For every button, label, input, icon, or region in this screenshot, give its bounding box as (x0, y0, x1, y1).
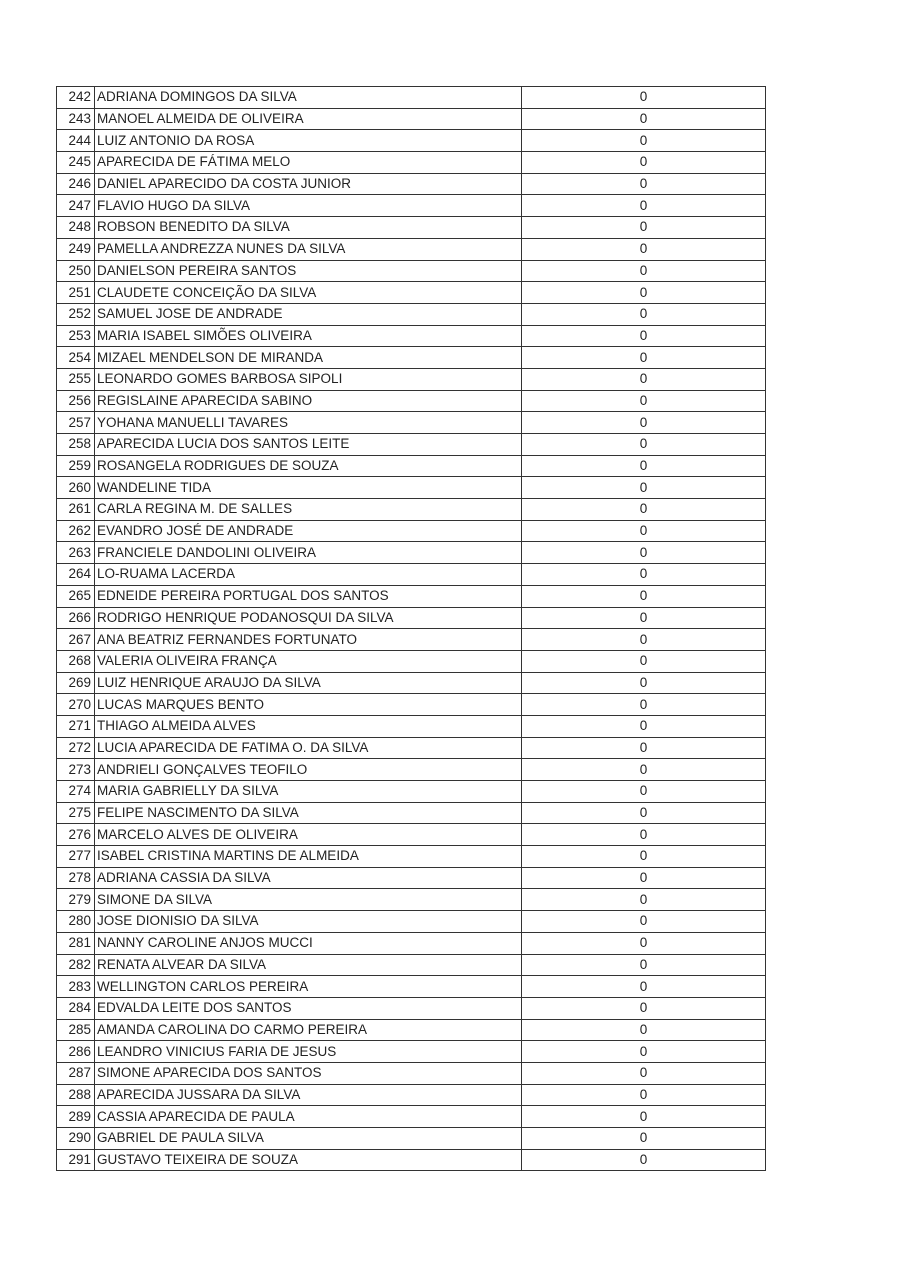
row-number: 260 (57, 477, 95, 499)
row-number: 246 (57, 173, 95, 195)
row-number: 270 (57, 694, 95, 716)
row-name: MARIA GABRIELLY DA SILVA (95, 781, 522, 803)
table-row (57, 282, 766, 304)
table-row (57, 1106, 766, 1128)
row-value: 0 (522, 217, 766, 239)
row-value: 0 (522, 152, 766, 174)
row-name: EDVALDA LEITE DOS SANTOS (95, 997, 522, 1019)
row-number: 273 (57, 759, 95, 781)
row-value: 0 (522, 325, 766, 347)
row-name: ISABEL CRISTINA MARTINS DE ALMEIDA (95, 846, 522, 868)
row-number: 286 (57, 1041, 95, 1063)
row-name: GABRIEL DE PAULA SILVA (95, 1128, 522, 1150)
row-number: 268 (57, 650, 95, 672)
row-name: FELIPE NASCIMENTO DA SILVA (95, 802, 522, 824)
table-row (57, 499, 766, 521)
table-row (57, 846, 766, 868)
row-number: 274 (57, 781, 95, 803)
table-row (57, 672, 766, 694)
row-value: 0 (522, 1084, 766, 1106)
row-value: 0 (522, 368, 766, 390)
row-name: JOSE DIONISIO DA SILVA (95, 911, 522, 933)
row-value: 0 (522, 499, 766, 521)
table-row (57, 1019, 766, 1041)
row-value: 0 (522, 694, 766, 716)
table-row (57, 802, 766, 824)
row-name: FLAVIO HUGO DA SILVA (95, 195, 522, 217)
row-value: 0 (522, 911, 766, 933)
row-number: 262 (57, 520, 95, 542)
row-value: 0 (522, 1106, 766, 1128)
table-row (57, 238, 766, 260)
row-number: 285 (57, 1019, 95, 1041)
row-value: 0 (522, 629, 766, 651)
row-number: 284 (57, 997, 95, 1019)
row-number: 282 (57, 954, 95, 976)
row-value: 0 (522, 390, 766, 412)
row-number: 257 (57, 412, 95, 434)
table-row (57, 434, 766, 456)
row-value: 0 (522, 87, 766, 109)
row-name: MARCELO ALVES DE OLIVEIRA (95, 824, 522, 846)
row-value: 0 (522, 238, 766, 260)
table-row (57, 455, 766, 477)
table-row (57, 1128, 766, 1150)
row-value: 0 (522, 1041, 766, 1063)
row-number: 278 (57, 867, 95, 889)
row-name: YOHANA MANUELLI TAVARES (95, 412, 522, 434)
table-row (57, 1062, 766, 1084)
row-name: FRANCIELE DANDOLINI OLIVEIRA (95, 542, 522, 564)
row-name: LUIZ HENRIQUE ARAUJO DA SILVA (95, 672, 522, 694)
row-number: 259 (57, 455, 95, 477)
row-number: 288 (57, 1084, 95, 1106)
row-value: 0 (522, 108, 766, 130)
table-row (57, 130, 766, 152)
row-value: 0 (522, 542, 766, 564)
table-row (57, 629, 766, 651)
table-row (57, 650, 766, 672)
row-number: 250 (57, 260, 95, 282)
row-number: 289 (57, 1106, 95, 1128)
row-value: 0 (522, 607, 766, 629)
row-name: APARECIDA DE FÁTIMA MELO (95, 152, 522, 174)
row-name: VALERIA OLIVEIRA FRANÇA (95, 650, 522, 672)
row-number: 252 (57, 303, 95, 325)
row-name: AMANDA CAROLINA DO CARMO PEREIRA (95, 1019, 522, 1041)
table-row (57, 520, 766, 542)
row-number: 245 (57, 152, 95, 174)
row-value: 0 (522, 1128, 766, 1150)
row-value: 0 (522, 1149, 766, 1171)
row-number: 264 (57, 564, 95, 586)
row-name: ADRIANA DOMINGOS DA SILVA (95, 87, 522, 109)
row-name: MARIA ISABEL SIMÕES OLIVEIRA (95, 325, 522, 347)
row-number: 251 (57, 282, 95, 304)
row-name: PAMELLA ANDREZZA NUNES DA SILVA (95, 238, 522, 260)
row-name: APARECIDA JUSSARA DA SILVA (95, 1084, 522, 1106)
row-number: 247 (57, 195, 95, 217)
row-number: 279 (57, 889, 95, 911)
table-row (57, 932, 766, 954)
row-number: 261 (57, 499, 95, 521)
row-value: 0 (522, 412, 766, 434)
row-value: 0 (522, 650, 766, 672)
row-value: 0 (522, 173, 766, 195)
row-name: WELLINGTON CARLOS PEREIRA (95, 976, 522, 998)
row-name: EDNEIDE PEREIRA PORTUGAL DOS SANTOS (95, 585, 522, 607)
row-value: 0 (522, 802, 766, 824)
table-row (57, 867, 766, 889)
table-row (57, 889, 766, 911)
row-number: 269 (57, 672, 95, 694)
table-row (57, 954, 766, 976)
row-value: 0 (522, 585, 766, 607)
row-name: SAMUEL JOSE DE ANDRADE (95, 303, 522, 325)
row-name: LO-RUAMA LACERDA (95, 564, 522, 586)
row-number: 254 (57, 347, 95, 369)
row-number: 291 (57, 1149, 95, 1171)
table-row (57, 87, 766, 109)
table-row (57, 303, 766, 325)
row-number: 256 (57, 390, 95, 412)
row-name: LUCAS MARQUES BENTO (95, 694, 522, 716)
row-number: 244 (57, 130, 95, 152)
row-number: 290 (57, 1128, 95, 1150)
row-value: 0 (522, 1062, 766, 1084)
table-row (57, 1084, 766, 1106)
row-number: 253 (57, 325, 95, 347)
table-row (57, 412, 766, 434)
row-name: MANOEL ALMEIDA DE OLIVEIRA (95, 108, 522, 130)
row-number: 255 (57, 368, 95, 390)
row-name: SIMONE APARECIDA DOS SANTOS (95, 1062, 522, 1084)
row-value: 0 (522, 455, 766, 477)
row-number: 276 (57, 824, 95, 846)
row-number: 248 (57, 217, 95, 239)
row-number: 281 (57, 932, 95, 954)
table-row (57, 152, 766, 174)
row-number: 263 (57, 542, 95, 564)
row-name: LEONARDO GOMES BARBOSA SIPOLI (95, 368, 522, 390)
table-row (57, 737, 766, 759)
table-row (57, 976, 766, 998)
row-number: 280 (57, 911, 95, 933)
row-name: CASSIA APARECIDA DE PAULA (95, 1106, 522, 1128)
row-name: DANIELSON PEREIRA SANTOS (95, 260, 522, 282)
row-value: 0 (522, 737, 766, 759)
row-number: 242 (57, 87, 95, 109)
table-row (57, 542, 766, 564)
row-name: ADRIANA CASSIA DA SILVA (95, 867, 522, 889)
table-row (57, 173, 766, 195)
row-name: THIAGO ALMEIDA ALVES (95, 715, 522, 737)
row-value: 0 (522, 715, 766, 737)
table-row (57, 781, 766, 803)
row-number: 272 (57, 737, 95, 759)
table-row (57, 390, 766, 412)
row-number: 287 (57, 1062, 95, 1084)
row-value: 0 (522, 976, 766, 998)
table-row (57, 607, 766, 629)
row-name: NANNY CAROLINE ANJOS MUCCI (95, 932, 522, 954)
row-name: REGISLAINE APARECIDA SABINO (95, 390, 522, 412)
row-value: 0 (522, 824, 766, 846)
table-row (57, 217, 766, 239)
row-value: 0 (522, 282, 766, 304)
table-row (57, 585, 766, 607)
row-value: 0 (522, 1019, 766, 1041)
row-number: 283 (57, 976, 95, 998)
row-name: ANDRIELI GONÇALVES TEOFILO (95, 759, 522, 781)
row-name: ROBSON BENEDITO DA SILVA (95, 217, 522, 239)
row-name: APARECIDA LUCIA DOS SANTOS LEITE (95, 434, 522, 456)
table-row (57, 368, 766, 390)
table-row (57, 347, 766, 369)
row-name: EVANDRO JOSÉ DE ANDRADE (95, 520, 522, 542)
row-value: 0 (522, 520, 766, 542)
table-row (57, 715, 766, 737)
row-value: 0 (522, 130, 766, 152)
row-value: 0 (522, 260, 766, 282)
row-value: 0 (522, 564, 766, 586)
row-value: 0 (522, 954, 766, 976)
row-name: LEANDRO VINICIUS FARIA DE JESUS (95, 1041, 522, 1063)
row-name: MIZAEL MENDELSON DE MIRANDA (95, 347, 522, 369)
table-row (57, 325, 766, 347)
row-value: 0 (522, 997, 766, 1019)
table-row (57, 1041, 766, 1063)
row-name: LUIZ ANTONIO DA ROSA (95, 130, 522, 152)
row-number: 258 (57, 434, 95, 456)
row-name: DANIEL APARECIDO DA COSTA JUNIOR (95, 173, 522, 195)
row-name: RODRIGO HENRIQUE PODANOSQUI DA SILVA (95, 607, 522, 629)
row-value: 0 (522, 889, 766, 911)
row-number: 271 (57, 715, 95, 737)
table-row (57, 260, 766, 282)
row-number: 275 (57, 802, 95, 824)
table-row (57, 564, 766, 586)
row-name: GUSTAVO TEIXEIRA DE SOUZA (95, 1149, 522, 1171)
table-row (57, 997, 766, 1019)
row-name: CLAUDETE CONCEIÇÃO DA SILVA (95, 282, 522, 304)
table-row (57, 911, 766, 933)
row-value: 0 (522, 477, 766, 499)
row-number: 265 (57, 585, 95, 607)
results-table (56, 86, 766, 1171)
row-name: ROSANGELA RODRIGUES DE SOUZA (95, 455, 522, 477)
row-value: 0 (522, 759, 766, 781)
row-value: 0 (522, 867, 766, 889)
row-number: 267 (57, 629, 95, 651)
row-value: 0 (522, 434, 766, 456)
row-name: RENATA ALVEAR DA SILVA (95, 954, 522, 976)
row-name: WANDELINE TIDA (95, 477, 522, 499)
table-row (57, 759, 766, 781)
table-body (57, 87, 766, 1171)
row-value: 0 (522, 932, 766, 954)
row-value: 0 (522, 672, 766, 694)
row-value: 0 (522, 781, 766, 803)
row-number: 277 (57, 846, 95, 868)
row-name: LUCIA APARECIDA DE FATIMA O. DA SILVA (95, 737, 522, 759)
row-value: 0 (522, 347, 766, 369)
row-number: 266 (57, 607, 95, 629)
table-row (57, 108, 766, 130)
table-row (57, 824, 766, 846)
table-row (57, 694, 766, 716)
row-name: SIMONE DA SILVA (95, 889, 522, 911)
row-number: 249 (57, 238, 95, 260)
row-value: 0 (522, 846, 766, 868)
table-row (57, 195, 766, 217)
table-row (57, 477, 766, 499)
row-name: CARLA REGINA M. DE SALLES (95, 499, 522, 521)
row-value: 0 (522, 195, 766, 217)
table-row (57, 1149, 766, 1171)
row-name: ANA BEATRIZ FERNANDES FORTUNATO (95, 629, 522, 651)
row-number: 243 (57, 108, 95, 130)
row-value: 0 (522, 303, 766, 325)
